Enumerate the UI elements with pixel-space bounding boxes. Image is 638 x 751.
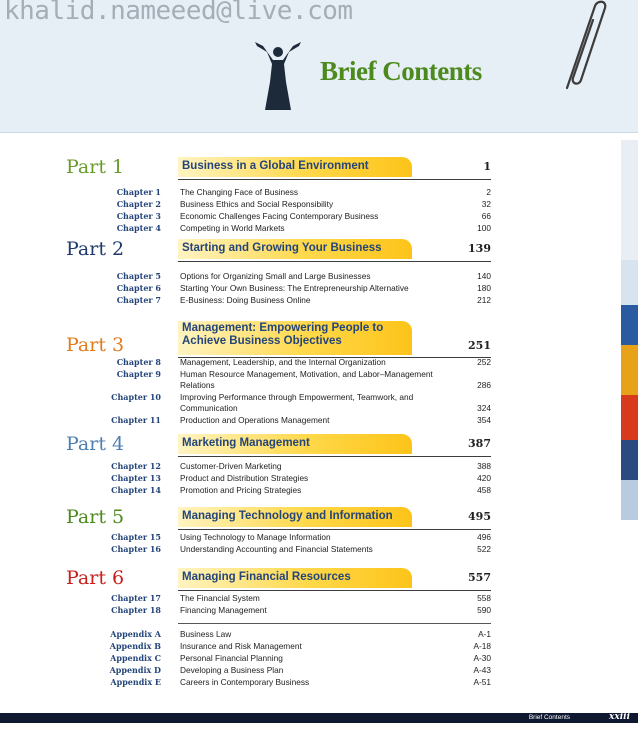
appendix-title: Personal Financial Planning bbox=[180, 653, 283, 663]
chapter-page-number: 252 bbox=[477, 357, 491, 367]
part-label: Part 4 bbox=[66, 433, 125, 455]
chapter-label: Chapter 8 bbox=[116, 357, 161, 367]
part-page-number: 557 bbox=[468, 571, 491, 584]
part-title: Managing Financial Resources bbox=[182, 571, 351, 583]
part-heading bbox=[66, 237, 491, 263]
appendix-label: Appendix A bbox=[110, 629, 161, 639]
part-label: Part 5 bbox=[66, 506, 125, 528]
part-label: Part 1 bbox=[66, 156, 125, 178]
chapter-page-number: 180 bbox=[477, 283, 491, 293]
side-color-bar bbox=[621, 305, 638, 345]
part-page-number: 1 bbox=[483, 160, 491, 173]
chapter-title: Promotion and Pricing Strategies bbox=[180, 485, 302, 495]
chapter-page-number: 2 bbox=[486, 187, 491, 197]
chapter-page-number: 388 bbox=[477, 461, 491, 471]
chapter-title: Using Technology to Manage Information bbox=[180, 532, 331, 542]
side-color-bar bbox=[621, 395, 638, 440]
chapter-title: The Changing Face of Business bbox=[180, 187, 299, 197]
side-color-bar bbox=[621, 260, 638, 305]
appendix-page-number: A-30 bbox=[473, 653, 491, 663]
chapter-page-number: 324 bbox=[477, 403, 491, 413]
appendix-title: Insurance and Risk Management bbox=[180, 641, 302, 651]
part-title: Marketing Management bbox=[182, 437, 310, 449]
chapter-page-number: 354 bbox=[477, 415, 491, 425]
part-page-number: 139 bbox=[468, 242, 491, 255]
chapter-title: Options for Organizing Small and Large Businesses bbox=[180, 271, 371, 281]
page-title: Brief Contents bbox=[320, 56, 482, 86]
chapter-label: Chapter 12 bbox=[111, 461, 161, 471]
appendix-label: Appendix D bbox=[109, 665, 161, 675]
part-rule bbox=[178, 529, 491, 530]
appendix-label: Appendix E bbox=[110, 677, 161, 687]
side-color-bar bbox=[621, 440, 638, 480]
chapter-page-number: 522 bbox=[477, 544, 491, 554]
chapter-label: Chapter 14 bbox=[111, 485, 161, 495]
chapter-label: Chapter 9 bbox=[116, 369, 161, 379]
chapter-page-number: 420 bbox=[477, 473, 491, 483]
cheering-figure-icon bbox=[253, 40, 303, 112]
appendix-page-number: A-43 bbox=[473, 665, 491, 675]
chapter-label: Chapter 17 bbox=[111, 593, 161, 603]
chapter-label: Chapter 1 bbox=[116, 187, 161, 197]
chapter-page-number: 496 bbox=[477, 532, 491, 542]
appendix-divider bbox=[178, 623, 491, 624]
chapter-title: Economic Challenges Facing Contemporary Business bbox=[180, 211, 379, 221]
footer-label: Brief Contents bbox=[528, 714, 570, 721]
part-heading bbox=[66, 155, 491, 181]
part-label: Part 6 bbox=[66, 567, 125, 589]
chapter-page-number: 286 bbox=[477, 380, 491, 390]
chapter-label: Chapter 2 bbox=[116, 199, 161, 209]
chapter-title: Management, Leadership, and the Internal Organization bbox=[180, 357, 386, 367]
appendix-page-number: A-1 bbox=[478, 629, 491, 639]
appendix-title: Business Law bbox=[180, 629, 232, 639]
part-rule bbox=[178, 590, 491, 591]
part-title: Starting and Growing Your Business bbox=[182, 242, 382, 254]
part-title: Business in a Global Environment bbox=[182, 160, 369, 172]
part-page-number: 251 bbox=[468, 339, 491, 352]
chapter-label: Chapter 15 bbox=[111, 532, 161, 542]
part-rule bbox=[178, 456, 491, 457]
appendix-title: Careers in Contemporary Business bbox=[180, 677, 310, 687]
appendix-page-number: A-18 bbox=[473, 641, 491, 651]
chapter-title: Business Ethics and Social Responsibility bbox=[180, 199, 334, 209]
appendix-label: Appendix B bbox=[109, 641, 161, 651]
chapter-label: Chapter 3 bbox=[116, 211, 161, 221]
part-title: Management: Empowering People to Achieve Business Objectives bbox=[182, 322, 384, 347]
chapter-page-number: 590 bbox=[477, 605, 491, 615]
page-number: xxiii bbox=[609, 712, 630, 722]
part-heading bbox=[66, 505, 491, 531]
chapter-label: Chapter 6 bbox=[116, 283, 161, 293]
paperclip-icon bbox=[547, 0, 617, 95]
chapter-title: Production and Operations Management bbox=[180, 415, 330, 425]
part-title: Managing Technology and Information bbox=[182, 510, 393, 522]
chapter-page-number: 100 bbox=[477, 223, 491, 233]
chapter-label: Chapter 16 bbox=[111, 544, 161, 554]
part-page-number: 387 bbox=[468, 437, 491, 450]
chapter-title: Competing in World Markets bbox=[180, 223, 285, 233]
chapter-title: Human Resource Management, Motivation, and Labor–Management Relations bbox=[180, 369, 433, 391]
part-heading bbox=[66, 319, 491, 359]
chapter-page-number: 458 bbox=[477, 485, 491, 495]
chapter-page-number: 66 bbox=[481, 211, 491, 221]
part-rule bbox=[178, 261, 491, 262]
chapter-label: Chapter 4 bbox=[116, 223, 161, 233]
chapter-title: Improving Performance through Empowerment, Teamwork, and Communication bbox=[180, 392, 414, 414]
side-color-bar bbox=[621, 480, 638, 520]
side-color-bar bbox=[621, 345, 638, 395]
chapter-label: Chapter 13 bbox=[111, 473, 161, 483]
part-label: Part 2 bbox=[66, 238, 125, 260]
watermark: khalid.nameeed@live.com bbox=[4, 0, 353, 26]
part-page-number: 495 bbox=[468, 510, 491, 523]
part-heading bbox=[66, 566, 491, 592]
part-rule bbox=[178, 179, 491, 180]
side-color-bars bbox=[621, 140, 638, 520]
appendix-title: Developing a Business Plan bbox=[180, 665, 284, 675]
chapter-label: Chapter 10 bbox=[111, 392, 161, 402]
part-heading bbox=[66, 432, 491, 458]
chapter-label: Chapter 11 bbox=[111, 415, 161, 425]
chapter-title: Understanding Accounting and Financial Statements bbox=[180, 544, 373, 554]
appendix-page-number: A-51 bbox=[473, 677, 491, 687]
chapter-label: Chapter 7 bbox=[116, 295, 161, 305]
chapter-title: Customer-Driven Marketing bbox=[180, 461, 282, 471]
chapter-title: Financing Management bbox=[180, 605, 267, 615]
chapter-page-number: 140 bbox=[477, 271, 491, 281]
appendix-label: Appendix C bbox=[110, 653, 161, 663]
chapter-label: Chapter 18 bbox=[111, 605, 161, 615]
chapter-page-number: 32 bbox=[481, 199, 491, 209]
chapter-page-number: 212 bbox=[477, 295, 491, 305]
chapter-title: Starting Your Own Business: The Entrepreneurship Alternative bbox=[180, 283, 409, 293]
chapter-page-number: 558 bbox=[477, 593, 491, 603]
chapter-title: E-Business: Doing Business Online bbox=[180, 295, 311, 305]
chapter-title: Product and Distribution Strategies bbox=[180, 473, 309, 483]
chapter-label: Chapter 5 bbox=[116, 271, 161, 281]
chapter-title: The Financial System bbox=[180, 593, 260, 603]
part-label: Part 3 bbox=[66, 334, 125, 356]
side-color-bar bbox=[621, 140, 638, 260]
